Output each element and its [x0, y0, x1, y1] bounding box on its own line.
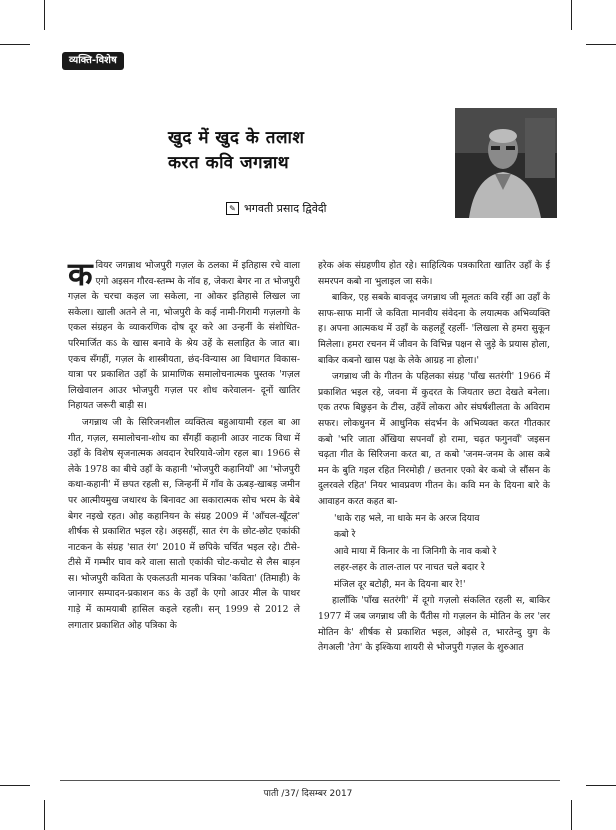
byline [226, 201, 327, 216]
crop-mark [571, 0, 572, 30]
crop-mark [44, 800, 45, 830]
paragraph: हरेक अंक संग्रहणीय होत रहे। साहित्यिक पत्रकारिता खातिर उहाँ के ई समरपन कबो ना भुलाइल जा सके। [318, 260, 550, 287]
crop-mark [571, 800, 572, 830]
crop-mark [586, 44, 616, 45]
title-line-2: करत कवि जगन्नाथ [168, 153, 290, 173]
article-column-right [318, 258, 550, 657]
verse-line: मंजिल दूर बटोही, मन के दियना बार रे!' [334, 578, 466, 590]
pen-icon: ✎ [226, 202, 239, 215]
paragraph [68, 255, 300, 414]
footer-divider [60, 780, 560, 781]
paragraph: बाकिर, एह सबके बावजूद जगन्नाथ जी मूलतः कवि रहीं आ उहाँ के साफ-साफ मानीं जे कविता मानवीय संवेदना के लयात्मक अभिव्यक्ति ह। अपना आत्मकथ में उहाँ के कहलहूँ रहलीं- 'लिखला से हमरा सुकून मिलेला। हमरा रचनन में जीवन के विभिन्न पक्षन से जुड़े के प्रयास होला, बाकिर कबनो खास पक्ष के लेके आग्रह ना होला।' [318, 292, 550, 366]
verse-line: 'धाके राह भले, ना धाके मन के अरज दियाव [334, 512, 480, 524]
author-photo [455, 108, 557, 218]
verse-line: लहर-लहर के ताल-ताल पर नाचत चले बदार रे [334, 562, 485, 574]
drop-cap: क [68, 255, 93, 293]
author-photo-image [455, 108, 557, 218]
title-line-1: खुद में खुद के तलाश [168, 128, 305, 148]
crop-mark [0, 44, 30, 45]
paragraph-text: वियर जगन्नाथ भोजपुरी गज़ल के ठलका में इतिहास रचे वाला एगो अइसन गौरव-स्तम्भ के नॉव ह, जेकरा बेगर ना त भोजपुरी गज़ल के चरचा कइल जा सकेला, ना ओकर इतिहासे लिखल जा सकेला। खाली अतने ले ना, भोजपुरी के कई नामी-गिरामी गज़लगो के एकल संग्रहन के व्याकरणिक दोष दूर करे आ उन्हनीं के संशोधित-परिमार्जित कऽ के खास बनावे के श्रेय उहें के सलाहित के जात बा। एकच सँगहीं, गज़ल के शास्त्रीयता, छंद-विन्यास आ विधागत विकास-यात्रा पर प्रकाशित उहाँ के प्रामाणिक समालोचनात्मक पुस्तक 'गज़ल लिखेवालन आउर भोजपुरी गज़ल पर शोध करेवालन- दूनों खातिर निहायत जरूरी बाड़ी स। [68, 260, 300, 412]
author-name: भगवती प्रसाद द्विवेदी [244, 202, 327, 215]
paragraph: हालाँकि 'पाँख सतरंगी' में दूगो गज़लो संकलित रहली स, बाकिर 1977 में जब जगन्नाथ जी के पैंतीस गो गज़लन के मोतिन के लर 'लर मोतिन के' शीर्षक से प्रकाशित भइल, ओइसे त, भारतेन्दु युग के तेगअली 'तेग' के इश्किया शायरी से भोजपुरी गज़ल के शुरुआत [318, 595, 550, 654]
verse-line: आवे माया में किनार के ना जिनिगी के नाव कबो रे [334, 545, 497, 557]
section-tag: व्यक्ति-विशेष [62, 52, 124, 70]
paragraph: जगन्नाथ जी के सिरिजनशील व्यक्तित्व बहुआयामी रहल बा आ गीत, गज़ल, समालोचना-शोध का सँगहीं कहानी आउर नाटक विधा में उहाँ के विशेष सृजनात्मक अवदान रेघरियावे-जोग रहल बा। 1966 से लेके 1978 का बीचे उहाँ के कहानी 'भोजपुरी कहानियाँ' आ 'भोजपुरी कथा-कहानी' में छपत रहली स, जिन्हनीं में गाँव के ऊबड़-खाबड़ जमीन पर आत्मीयमुख जथारथ के बिनावट आ सकारात्मक सोच भरम के बेबे बेगर नइखे रहत। ओह कहानियन के संग्रह 2009 में 'आँचल-खूँटल' शीर्षक से प्रकाशित भइल रहे। अइसहीं, सात रंग के छोट-छोट एकांकी नाटकन के संग्रह 'सात रंग' 2010 में छपिके चर्चित भइल रहे। टीसे-टीसे में गम्भीर घाव करे वाला सातो एकांकी चोट-कचोट से लैस बाड़न स। भोजपुरी कविता के एकलउती मानक पत्रिका 'कविता' (तिमाही) के जानगार सम्पादन-प्रकाशन कऽ के उहाँ के एगो आउर मील के पाथर गाड़े में कामयाबी हासिल कइले रहली। सन् 1999 से 2012 ले लगातार प्रकाशित ओह पत्रिका के [68, 416, 300, 631]
page-footer: पाती /37/ दिसम्बर 2017 [263, 789, 353, 799]
article-title [168, 126, 438, 176]
verse-line: कबो रे [334, 529, 356, 541]
article-column-left [68, 255, 300, 634]
crop-mark [44, 0, 45, 30]
paragraph: जगन्नाथ जी के गीतन के पहिलका संग्रह 'पाँख सतरंगी' 1966 में प्रकाशित भइल रहे, जवना में कुदरत के जियतार छटा देखते बनेला। एक तरफ बिछुड़न के टीस, उहँवें लोकरा ओर संघर्षशीलता के अविराम सफर। लोकधुनन में आधुनिक संदर्भन के अभिव्यक्त करत गीतकार कबो 'भरि जाता अँखिया सपनवाँ हो रामा, चढ़त फगुनवाँ' जइसन चढ़ता गीत के सिरिजना करत बा, त कबो 'जनम-जनम के आस कबे मन के बुति गइल रहित निरमोही / छतनार एको बेर कबो जे सौंसन के दुलरवले रहित' नियर भावप्रवण गीतन के। कवि मन के दियना बारे के आवाहन करत कहत बा- [318, 371, 550, 507]
